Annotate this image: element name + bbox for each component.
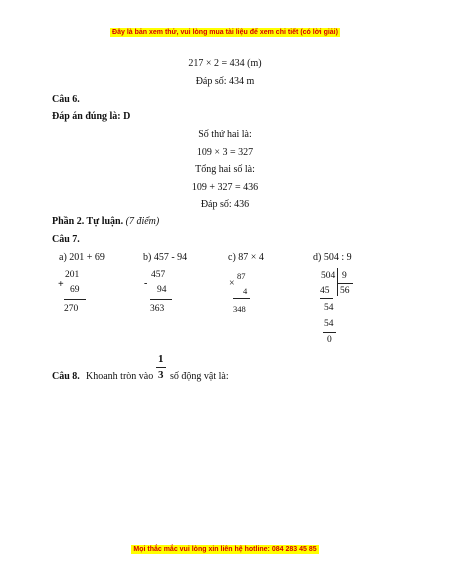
q7d-divisor: 9 [342, 271, 347, 281]
part2-heading: Phần 2. Tự luận. (7 điểm) [52, 216, 160, 227]
q7d-remainder-1: 54 [324, 303, 334, 313]
q7b-label: b) 457 - 94 [143, 252, 188, 263]
q5-answer: Đáp số: 434 m [195, 76, 255, 87]
hotline-banner: Mọi thắc mắc vui lòng xin liên hệ hotline: 084 283 45 85 [133, 546, 317, 553]
q7c-operator: × [229, 278, 235, 289]
q8-text-before: Khoanh tròn vào [86, 371, 154, 382]
q7d-remainder-2: 0 [327, 335, 332, 345]
preview-banner: Đây là bản xem thử, vui lòng mua tài liệu để xem chi tiết (có lời giải) [112, 29, 338, 36]
q7b-top: 457 [151, 270, 166, 280]
q8-fraction-denominator: 3 [158, 369, 164, 381]
q7d-rule-1 [320, 298, 333, 299]
q6-line-1: Số thứ hai là: [198, 129, 252, 140]
q7-title: Câu 7. [52, 234, 80, 245]
q5-calc: 217 × 2 = 434 (m) [188, 58, 262, 69]
q7b-rule [150, 299, 172, 300]
q7d-step1: 45 [320, 286, 330, 296]
q7d-rule-2 [323, 332, 336, 333]
q6-answer-label: Đáp án đúng là: D [52, 111, 131, 122]
q8-fraction-numerator: 1 [158, 353, 164, 365]
q7b-operator: - [144, 278, 148, 289]
q7a-rule [64, 299, 86, 300]
q7c-rule [233, 298, 250, 299]
q6-line-5: Đáp số: 436 [200, 199, 250, 210]
q7d-step2: 54 [324, 319, 334, 329]
q7c-result: 348 [233, 304, 246, 314]
q8-title: Câu 8. [52, 371, 80, 382]
q8-text-after: số động vật là: [170, 371, 229, 382]
q7c-top: 87 [237, 271, 246, 281]
q7b-result: 363 [150, 304, 165, 314]
q7a-label: a) 201 + 69 [59, 252, 105, 263]
q7d-dividend: 504 [321, 271, 336, 281]
q7d-quotient: 56 [340, 286, 350, 296]
q6-line-2: 109 × 3 = 327 [196, 147, 254, 158]
q7c-label: c) 87 × 4 [228, 252, 264, 263]
q6-title: Câu 6. [52, 94, 80, 105]
q7d-vertical-bar [337, 268, 338, 296]
q7c-bottom: 4 [243, 286, 248, 296]
q7b-bottom: 94 [157, 285, 167, 295]
q7d-label: d) 504 : 9 [313, 252, 352, 263]
q7a-bottom: 69 [70, 285, 80, 295]
q8-fraction-bar [156, 367, 166, 368]
q7a-top: 201 [65, 270, 80, 280]
q7a-result: 270 [64, 304, 79, 314]
q6-line-4: 109 + 327 = 436 [191, 182, 259, 193]
q6-line-3: Tổng hai số là: [195, 164, 255, 175]
q7a-operator: + [58, 279, 64, 290]
q7d-divisor-rule [337, 283, 353, 284]
